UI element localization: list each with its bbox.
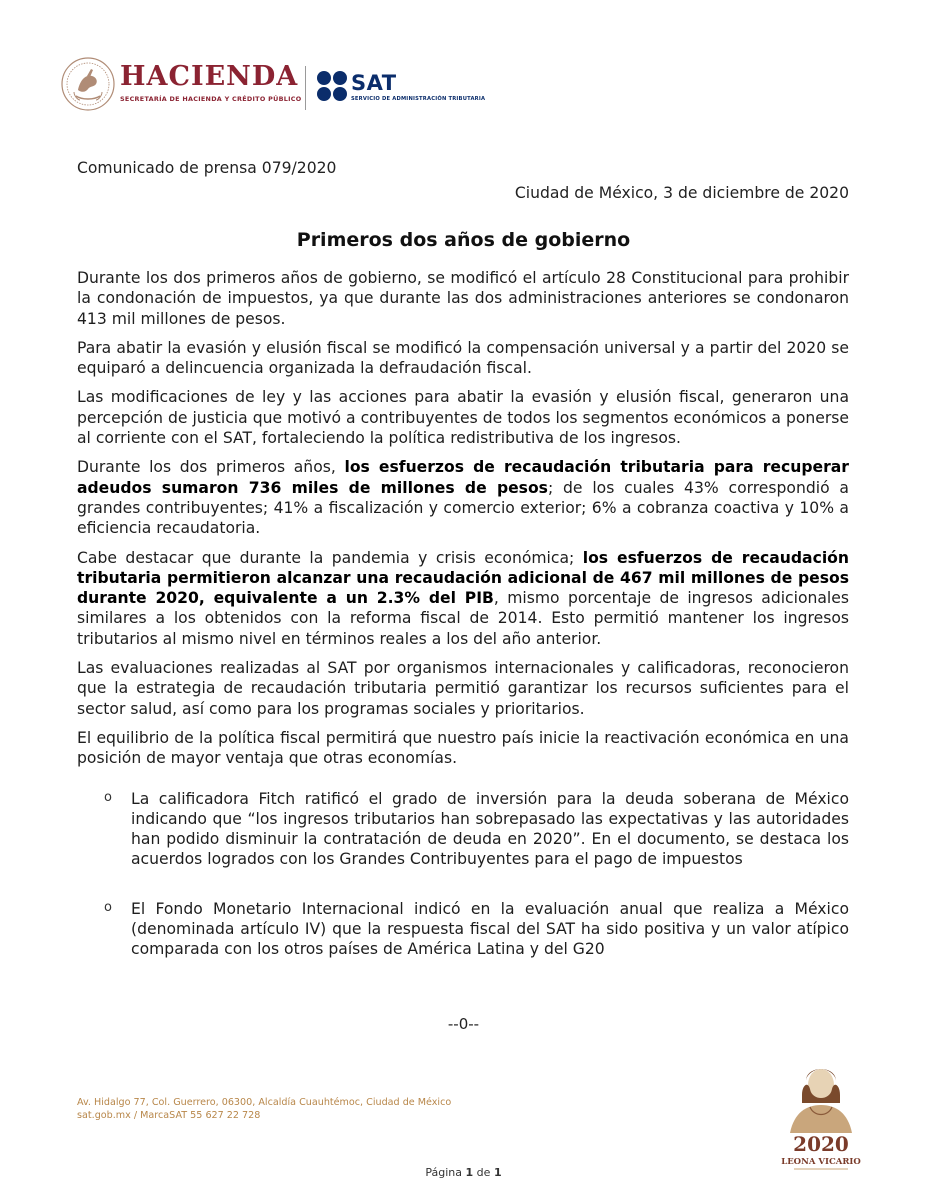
logo-divider: [305, 66, 306, 110]
leona-name: LEONA VICARIO: [781, 1157, 861, 1167]
paragraph-1: Durante los dos primeros años de gobierno, se modificó el artículo 28 Constitucional para prohibir la condonación de impuestos, ya que durante las dos administraciones anteriores se condonaron 413 mil millones de pesos.: [77, 269, 849, 328]
paragraph-7: El equilibrio de la política fiscal permitirá que nuestro país inicie la reactivación económica en una posición de mayor ventaja que otras economías.: [77, 728, 849, 768]
document-body: [77, 268, 849, 989]
bullet-list: [77, 789, 849, 960]
paragraph-6: Las evaluaciones realizadas al SAT por organismos internacionales y calificadoras, reconocieron que la estrategia de recaudación tributaria permitió garantizar los recursos suficientes para el sector salud, así como para los programas sociales y prioritarios.: [77, 659, 849, 718]
bullet-text-fitch: La calificadora Fitch ratificó el grado de inversión para la deuda soberana de México indicando que “los ingresos tributarios han sobrepasado las expectativas y las autoridades han podido disminuir la contratación de deuda en 2020”. En el documento, se destaca los acuerdos logrados con los Grandes Contribuyentes para el pago de impuestos: [131, 789, 849, 869]
list-item: [77, 899, 849, 960]
page-mid: de: [473, 1166, 494, 1179]
hacienda-subtitle: SECRETARÍA DE HACIENDA Y CRÉDITO PÚBLICO: [120, 95, 302, 103]
address-line-2: sat.gob.mx / MarcaSAT 55 627 22 728: [77, 1110, 261, 1121]
sat-subtitle: SERVICIO DE ADMINISTRACIÓN TRIBUTARIA: [351, 96, 486, 102]
paragraph-4-intro: Durante los dos primeros años,: [77, 458, 345, 477]
page-number: [0, 1166, 927, 1179]
sat-dots-icon: [316, 70, 348, 102]
paragraph-3: Las modificaciones de ley y las acciones para abatir la evasión y elusión fiscal, generaron una percepción de justicia que motivó a contribuyentes de todos los segmentos económicos a ponerse al corriente con el SAT, fortaleciendo la política redistributiva de los ingresos.: [77, 388, 849, 448]
paragraph-5-highlight: los esfuerzos de recaudación tributaria permitieron alcanzar una recaudación adicional de 467 mil millones de pesos durante 2020, equivalente a un 2.3% del PIB: [77, 548, 849, 608]
footer-address: [77, 1096, 451, 1122]
paragraph-5: [77, 548, 849, 649]
page-prefix: Página: [425, 1166, 466, 1179]
list-item: [77, 789, 849, 870]
hacienda-logo: [120, 62, 302, 103]
bullet-text-fmi: El Fondo Monetario Internacional indicó en la evaluación anual que realiza a México (denominada artículo IV) que la respuesta fiscal del SAT ha sido positiva y un valor atípico comparada con los otros países de América Latina y del G20: [131, 899, 849, 959]
address-line-1: Av. Hidalgo 77, Col. Guerrero, 06300, Alcaldía Cuauhtémoc, Ciudad de México: [77, 1097, 452, 1108]
sat-title: SAT: [351, 71, 397, 95]
bullet-mark: o: [104, 899, 112, 915]
document-title: Primeros dos años de gobierno: [296, 229, 631, 251]
header-logos: [60, 56, 486, 112]
press-release-number: Comunicado de prensa 079/2020: [77, 159, 337, 177]
paragraph-5-intro: Cabe destacar que durante la pandemia y crisis económica;: [77, 548, 583, 567]
date-line: Ciudad de México, 3 de diciembre de 2020: [514, 184, 849, 202]
leona-year: 2020: [793, 1132, 849, 1156]
paragraph-2: Para abatir la evasión y elusión fiscal se modificó la compensación universal y a partir del 2020 se equiparó a delincuencia organizada la defraudación fiscal.: [77, 338, 849, 378]
paragraph-5-rest: , mismo porcentaje de ingresos adicionales similares a los obtenidos con la reforma fiscal de 2014. Esto permitió mantener los ingresos tributarios al mismo nivel en términos reales a los del año anterior.: [77, 589, 849, 648]
hacienda-title: HACIENDA: [120, 61, 299, 92]
mexico-seal-icon: [60, 56, 116, 112]
page-total: 1: [493, 1166, 502, 1179]
paragraph-4: [77, 457, 849, 538]
page-current: 1: [465, 1166, 474, 1179]
paragraph-4-highlight: los esfuerzos de recaudación tributaria para recuperar adeudos sumaron 736 miles de millones de pesos: [77, 458, 849, 497]
end-mark: --0--: [447, 1015, 480, 1033]
bullet-mark: o: [104, 789, 112, 805]
paragraph-4-rest: ; de los cuales 43% correspondió a grandes contribuyentes; 41% a fiscalización y comercio exterior; 6% a cobranza coactiva y 10% a eficiencia recaudatoria.: [77, 478, 849, 538]
leona-vicario-emblem: [780, 1055, 862, 1175]
